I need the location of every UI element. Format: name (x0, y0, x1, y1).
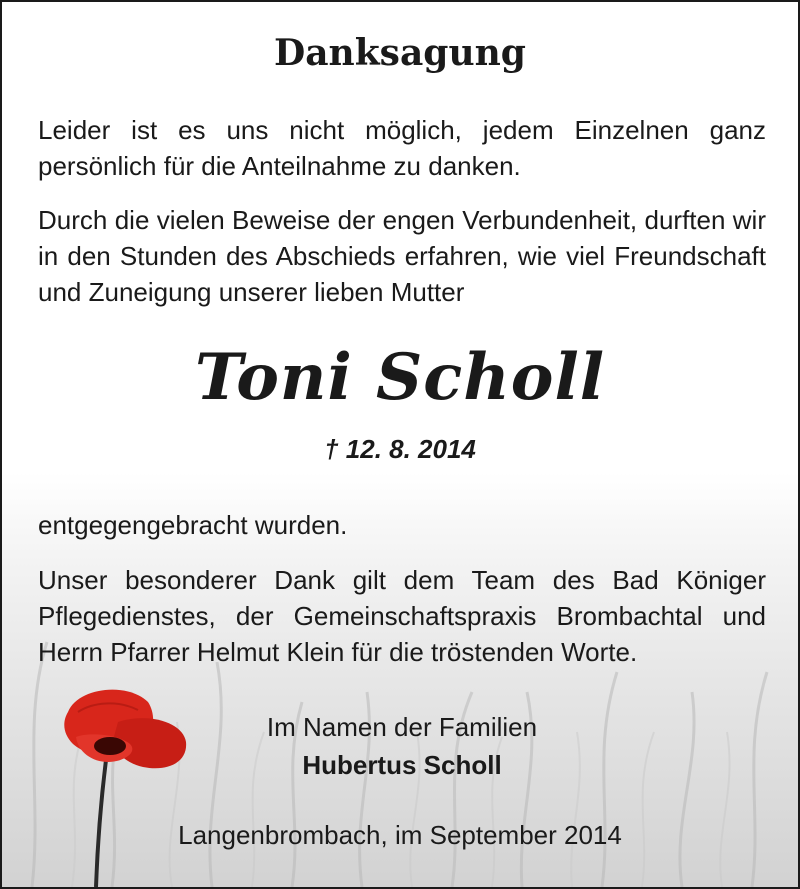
signature-name: Hubertus Scholl (302, 750, 502, 780)
paragraph-thanks-intro: Leider ist es uns nicht möglich, jedem Einzelnen ganz persönlich für die Anteilnahme zu danken. (38, 115, 766, 181)
deceased-name: Toni Scholl (194, 340, 606, 415)
paragraph-continuation: entgegengebracht wurden. (38, 510, 348, 540)
death-date: † 12. 8. 2014 (324, 434, 476, 464)
notice-title: Danksagung (274, 32, 526, 74)
place-and-date: Langenbrombach, im September 2014 (178, 820, 622, 850)
paragraph-solidarity: Durch die vielen Beweise der engen Verbundenheit, durften wir in den Stunden des Abschieds erfahren, wie viel Freundschaft und Zuneigung unserer lieben Mutter (38, 205, 766, 307)
notice-content (2, 2, 798, 887)
signature-intro: Im Namen der Familien (266, 712, 538, 742)
paragraph-special-thanks: Unser besonderer Dank gilt dem Team des Bad Königer Pflegedienstes, der Gemeinschaftspraxis Brombachtal und Herrn Pfarrer Helmut Klein für die tröstenden Worte. (38, 565, 766, 667)
